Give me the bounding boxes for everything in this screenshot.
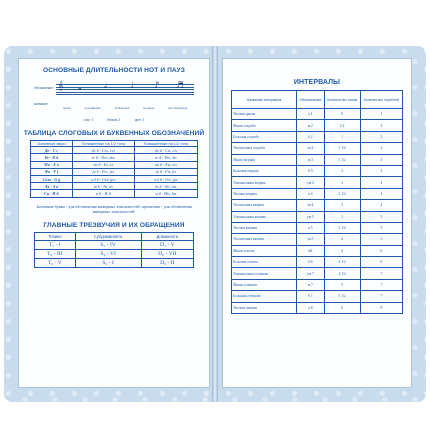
table-row: Малая секунда м.2 1/2 2 — [232, 120, 403, 131]
table-row: Большая секунда б.2 1 2 — [232, 131, 403, 142]
table-row: Чистая квинта ч.5 3 1/2 5 — [232, 222, 403, 233]
right-page — [222, 58, 412, 388]
table-row: Ля - A a la b - As, as la # - Ais, ais — [31, 183, 198, 190]
syllable-title: ТАБЛИЦА СЛОГОВЫХ И БУКВЕННЫХ ОБОЗНАЧЕНИЙ — [23, 130, 205, 137]
table-row: T₆ - III S₆ - VI D₆ - VII — [35, 249, 194, 258]
left-page — [18, 58, 210, 388]
table-row: Чистая октава ч.8 6 8 — [232, 302, 403, 313]
table-row: Увеличенная кварта ув.4 3 4 — [232, 200, 403, 211]
eighth-note-icon: ♪ — [154, 81, 160, 91]
table-row: Чистая прима ч.1 0 1 — [232, 109, 403, 120]
table-row: Соль - G g sol b - Ges, ges sol # - Gis, gis — [31, 175, 198, 182]
staff-example — [34, 80, 194, 114]
whole-note-icon: 𝅝 — [78, 83, 82, 93]
table-row: Большая терция б.3 2 3 — [232, 165, 403, 176]
table-row: Уменьшенная квинта ум.5 3 5 — [232, 211, 403, 222]
intervals-table: Название интервала Обозначение Количество тонов Количество ступеней Чистая прима ч.1 0 1 Малая секунда м.2 1/2 2 Большая секунда б.2 1 2 Увеличенная секунда ув.2 1 1/2 2 Малая терция м.3 1 1/2 3 Большая терция б.3 2 3 Уменьшенная кварта ум.4 2 4 Чистая кварта ч.4 2 1/2 4 Увеличенная кварта ув.4 3 4 Уменьшенная квинта ум.5 3 5 Чистая квинта ч.5 3 1/2 5 Увеличенная квинта ув.5 4 5 Малая секста м6 4 6 Большая секста б.6 4 1/2 6 Уменьшенная септима ум.7 4 1/2 7 Малая септима м.7 5 7 Большая септима б.7 5 1/2 7 Чистая октава ч.8 6 8 — [231, 90, 403, 314]
syllable-table: Основные звуки Пониженные на 1/2 тона Повышенные на 1/2 тона До - С c do b - Ces, ces do # - Cis, cis Ре - D d re b - Des, des re # - Dis, dis Ми - E e mi b - Es, es mi # - Eis, eis Фа - F f fa b - Fes, fes fa # - Fis, fis Соль - G g sol b - Ges, ges sol # - Gis, gis Ля - A a la b - As, as la # - Ais, ais Си - H h si b - B, b si # - His, his — [30, 140, 198, 198]
duration-names: целая половинная четвертная восьмая шестнадцатая — [62, 106, 188, 110]
table-row: До - С c do b - Ces, ces do # - Cis, cis — [31, 147, 198, 154]
table-row: Увеличенная квинта ув.5 4 5 — [232, 234, 403, 245]
table-row: T₅ - I S₅ - IV D₅ - V — [35, 240, 194, 249]
triad-table: Тоника Субдоминанта Доминанта T₅ - I S₅ - IV D₅ - V T₆ - III S₆ - VI D₆ - VII T₆ - V S₆ - I D₆ - II — [34, 232, 194, 268]
intervals-title: ИНТЕРВАЛЫ — [293, 79, 341, 86]
staff-label-top: обозначение — [34, 86, 54, 90]
table-row: Ре - D d re b - Des, des re # - Dis, dis — [31, 154, 198, 161]
table-row: Большая септима б.7 5 1/2 7 — [232, 291, 403, 302]
treble-clef-icon: 𝄞 — [58, 81, 64, 91]
table-row: Ми - E e mi b - Es, es mi # - Eis, eis — [31, 161, 198, 168]
table-row: Малая секста м6 4 6 — [232, 245, 403, 256]
staff-label-bottom: название — [34, 102, 48, 106]
table-row: Фа - F f fa b - Fes, fes fa # - Fis, fis — [31, 168, 198, 175]
table-row: Си - H h si b - B, b si # - His, his — [31, 190, 198, 197]
quarter-note-icon: ♩ — [130, 81, 135, 91]
notebook-spine — [212, 46, 218, 402]
table-row: T₆ - V S₆ - I D₆ - II — [35, 258, 194, 267]
table-row: Большая секста б.6 4 1/2 6 — [232, 257, 403, 268]
table-row: Увеличенная секунда ув.2 1 1/2 2 — [232, 143, 403, 154]
half-note-icon: 𝅗𝅥 — [104, 81, 107, 91]
table-row: Малая терция м.3 1 1/2 3 — [232, 154, 403, 165]
case-note: Заглавные буквы - для обозначения мажорных тональностей, прописные - для обозначения минорных тональностей. — [36, 203, 192, 214]
table-row: Уменьшенная кварта ум.4 2 4 — [232, 177, 403, 188]
table-row: Чистая кварта ч.4 2 1/2 4 — [232, 188, 403, 199]
durations-title: ОСНОВНЫЕ ДЛИТЕЛЬНОСТИ НОТ И ПАУЗ — [43, 67, 185, 74]
sixteenth-note-icon: ♬ — [176, 81, 185, 91]
table-row: Уменьшенная септима ум.7 4 1/2 7 — [232, 268, 403, 279]
meter-labels: такт 1 бемоль 1 диез 1 — [83, 118, 145, 122]
table-row: Малая септима м.7 5 7 — [232, 279, 403, 290]
triad-title: ГЛАВНЫЕ ТРЕЗВУЧИЯ И ИХ ОБРАЩЕНИЯ — [43, 221, 185, 229]
